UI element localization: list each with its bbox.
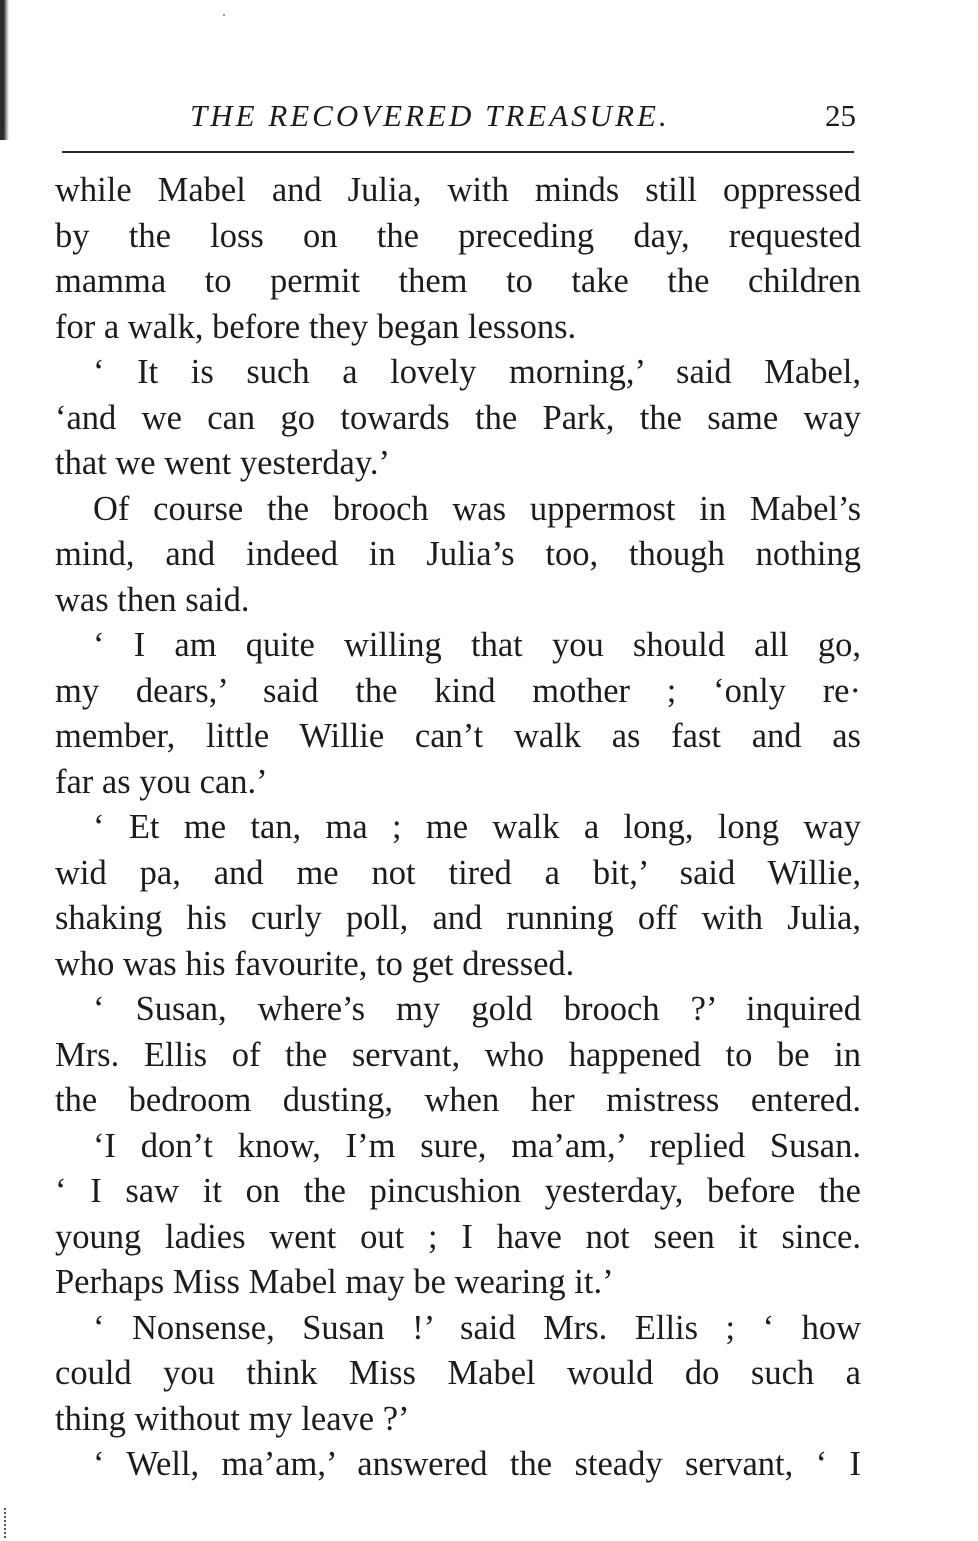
- text-line: Perhaps Miss Mabel may be wearing it.’: [55, 1263, 614, 1301]
- text-line: member, little Willie can’t walk as fast and as: [55, 717, 861, 755]
- text-line: who was his favourite, to get dressed.: [55, 944, 575, 983]
- text-line: that we went yesterday.’: [55, 444, 390, 482]
- text-line: was then said.: [55, 580, 250, 619]
- running-title: THE RECOVERED TREASURE.: [190, 98, 670, 133]
- text-line: ‘ I am quite willing that you should all go,: [93, 626, 861, 664]
- text-line: ‘ Well, ma’am,’ answered the steady servant, ‘ I: [93, 1445, 861, 1483]
- text-line: by the loss on the preceding day, requested: [55, 216, 861, 255]
- header-rule: [62, 151, 854, 153]
- text-line: shaking his curly poll, and running off with Julia,: [55, 899, 861, 937]
- text-line: my dears,’ said the kind mother ; ‘only re·: [55, 671, 861, 710]
- text-line: ‘I don’t know, I’m sure, ma’am,’ replied Susan.: [93, 1126, 861, 1165]
- text-line: ‘ Nonsense, Susan !’ said Mrs. Ellis ; ‘ how: [93, 1308, 861, 1347]
- text-line: ‘ Susan, where’s my gold brooch ?’ inquired: [93, 990, 861, 1028]
- text-line: wid pa, and me not tired a bit,’ said Willie,: [55, 853, 861, 892]
- running-head: [60, 98, 860, 138]
- text-line: mind, and indeed in Julia’s too, though nothing: [55, 535, 861, 573]
- text-line: Mrs. Ellis of the servant, who happened to be in: [55, 1035, 861, 1074]
- text-line: for a walk, before they began lessons.: [55, 307, 577, 346]
- text-line: ‘and we can go towards the Park, the same way: [55, 398, 861, 437]
- text-line: mamma to permit them to take the children: [55, 262, 861, 300]
- text-line: while Mabel and Julia, with minds still oppressed: [55, 171, 861, 209]
- text-line: ‘ It is such a lovely morning,’ said Mabel,: [93, 353, 861, 391]
- text-line: ‘ I saw it on the pincushion yesterday, before the: [55, 1172, 861, 1210]
- page-edge-marks: [4, 1508, 9, 1538]
- text-line: far as you can.’: [55, 762, 268, 801]
- text-line: young ladies went out ; I have not seen it since.: [55, 1217, 861, 1256]
- text-line: ‘ Et me tan, ma ; me walk a long, long way: [93, 808, 861, 846]
- page-number: 25: [825, 98, 856, 133]
- text-line: thing without my leave ?’: [55, 1399, 410, 1438]
- body-text: [55, 168, 861, 1488]
- text-line: Of course the brooch was uppermost in Mabel’s: [93, 489, 861, 528]
- paper-speck: [223, 14, 225, 16]
- page-edge-shadow: [0, 0, 10, 140]
- text-line: could you think Miss Mabel would do such a: [55, 1354, 861, 1392]
- text-line: the bedroom dusting, when her mistress entered.: [55, 1081, 861, 1119]
